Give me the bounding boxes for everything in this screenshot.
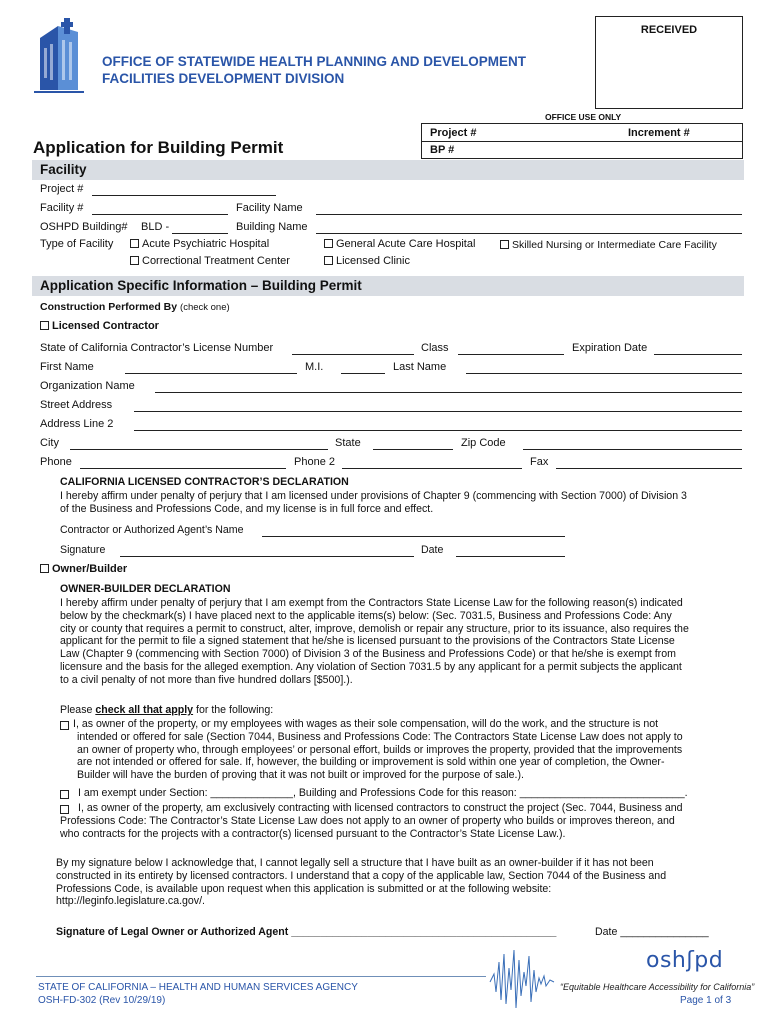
checkbox[interactable] (40, 321, 49, 330)
footer-waveform-graphic (488, 942, 558, 1012)
license-number-input[interactable] (292, 354, 414, 355)
checkbox[interactable] (130, 256, 139, 265)
contractor-declaration-line2: of the Business and Professions Code, and my license is in full force and effect. (60, 503, 434, 515)
first-name-input[interactable] (125, 373, 297, 374)
owner-builder-declaration-title: OWNER-BUILDER DECLARATION (60, 583, 231, 595)
address-line2-label: Address Line 2 (40, 418, 114, 430)
expiration-date-input[interactable] (654, 354, 742, 355)
building-number-prefix: BLD - (141, 221, 170, 233)
app-info-section-bar (32, 276, 744, 296)
contractor-declaration-line1: I hereby affirm under penalty of perjury that I am licensed under provisions of Chapter 9 (commencing with Section 7000) of Division 3 (60, 490, 687, 502)
org-name-input[interactable] (155, 392, 742, 393)
contractor-date-label: Date (421, 544, 444, 556)
facility-section-bar (32, 160, 744, 180)
building-number-input[interactable] (172, 233, 228, 234)
mi-input[interactable] (341, 373, 385, 374)
footer-oshpd-logo: oshʃpd (646, 948, 724, 973)
contractor-date-input[interactable] (456, 556, 565, 557)
org-name-label: Organization Name (40, 380, 135, 392)
owner-option2-checkbox[interactable] (60, 789, 72, 801)
state-input[interactable] (373, 449, 453, 450)
type-correctional[interactable]: Correctional Treatment Center (130, 255, 290, 267)
contractor-signature-input[interactable] (120, 556, 414, 557)
city-label: City (40, 437, 59, 449)
legal-owner-date-label: Date _______________ (595, 926, 709, 938)
contractor-declaration-title: CALIFORNIA LICENSED CONTRACTOR’S DECLARATION (60, 476, 349, 488)
footer-tagline: “Equitable Healthcare Accessibility for California” (560, 982, 755, 992)
agent-name-label: Contractor or Authorized Agent’s Name (60, 524, 244, 536)
agent-name-input[interactable] (262, 536, 565, 537)
facility-number-label: Facility # (40, 202, 84, 214)
owner-acknowledgement: By my signature below I acknowledge that, I cannot legally sell a structure that I have built as an owner-builder if it has not been constructed in its entirety by licensed contractors. I understand that a copy of the applicable law, Section 7044 of the Business and Professions Code, is available upon request when this application is submitted or at the following website: http://leginfo.legislature.ca.gov/. (56, 857, 667, 908)
first-name-label: First Name (40, 361, 94, 373)
class-label: Class (421, 342, 449, 354)
street-address-input[interactable] (134, 411, 742, 412)
street-address-label: Street Address (40, 399, 113, 411)
licensed-contractor-option[interactable]: Licensed Contractor (40, 320, 159, 332)
phone-input[interactable] (80, 468, 286, 469)
type-licensed-clinic[interactable]: Licensed Clinic (324, 255, 410, 267)
bp-number-label: BP # (430, 144, 455, 156)
phone-label: Phone (40, 456, 72, 468)
footer-form-id: OSH-FD-302 (Rev 10/29/19) (38, 995, 166, 1006)
facility-name-input[interactable] (316, 214, 742, 215)
state-label: State (335, 437, 361, 449)
footer-agency: STATE OF CALIFORNIA – HEALTH AND HUMAN SERVICES AGENCY (38, 982, 358, 993)
class-input[interactable] (458, 354, 564, 355)
contractor-signature-label: Signature (60, 544, 106, 556)
zip-code-input[interactable] (523, 449, 742, 450)
facility-section-title: Facility (40, 162, 87, 177)
project-label: Project # (40, 183, 84, 195)
checkbox[interactable] (130, 239, 139, 248)
checkbox[interactable] (324, 256, 333, 265)
building-name-label: Building Name (236, 221, 308, 233)
mi-label: M.I. (305, 361, 324, 373)
received-stamp-box (595, 16, 743, 109)
license-number-label: State of California Contractor’s License Number (40, 342, 274, 354)
type-skilled-nursing[interactable]: Skilled Nursing or Intermediate Care Facility (500, 239, 717, 251)
agency-name-line2: FACILITIES DEVELOPMENT DIVISION (102, 71, 345, 86)
type-general-acute[interactable]: General Acute Care Hospital (324, 238, 475, 250)
zip-code-label: Zip Code (461, 437, 506, 449)
check-all-instruction: Please check all that apply for the following: (60, 704, 274, 716)
facility-number-input[interactable] (92, 214, 228, 215)
owner-option1-checkbox[interactable] (60, 720, 72, 732)
fax-label: Fax (530, 456, 549, 468)
type-of-facility-label: Type of Facility (40, 238, 114, 250)
construction-performed-by: Construction Performed By (check one) (40, 301, 230, 313)
phone2-input[interactable] (342, 468, 522, 469)
building-name-input[interactable] (316, 233, 742, 234)
received-label: RECEIVED (640, 24, 698, 36)
expiration-date-label: Expiration Date (572, 342, 648, 354)
last-name-input[interactable] (466, 373, 742, 374)
owner-option1-text: I, as owner of the property, or my employees with wages as their sole compensation, will do the work, and the structure is not intended or offered for sale (Section 7044, Business and Professions Code: The Contractors State License Law does not apply to an owner of property who, through employees’ or personal effort, builds or improves the property, provided that the improvements are not intended or offered for sale. If, however, the building or improvement is sold within one year of completion, the Owner- Builder will have the burden of proving that it was not built or improved for the purpose of sale.). (73, 718, 683, 782)
building-number-label: OSHPD Building# (40, 221, 128, 233)
owner-option3-text: I, as owner of the property, am exclusively contracting with licensed contractors to construct the project (Sec. 7044, Business and Professions Code: The Contractor’s State License Law does not apply to an owner of property who builds or improves thereon, and who contracts for the projects with a contractor(s) licensed pursuant to the Contractor’s State License Law.). (60, 802, 683, 840)
project-number-label: Project # (430, 127, 477, 139)
checkbox[interactable] (324, 239, 333, 248)
city-input[interactable] (70, 449, 328, 450)
fax-input[interactable] (556, 468, 742, 469)
checkbox[interactable] (40, 564, 49, 573)
owner-declaration-paragraph: I hereby affirm under penalty of perjury that I am exempt from the Contractors State License Law for the following reason(s) indicated below by the checkmark(s) I have placed next to the applicable items(s) below: (Sec. 7031.5, Business and Professions Code: Any city or county that requires a permit to construct, alter, improve, demolish or repair any structure, prior to its issuance, also requires the applicant for the permit to file a signed statement that he/she is licensed pursuant to the provisions of the Contractors State License Law (Chapter 9 (commencing with Section 7000) of Division 3 of the Business and Professions Code) or that he/she is exempt from licensure and the basis for the alleged exemption. Any violation of Section 7031.5 by any applicant for a permit subjects the applicant to a civil penalty of not more than five hundred dollars [$500].). (60, 597, 689, 686)
owner-builder-option[interactable]: Owner/Builder (40, 563, 127, 575)
oshpd-building-logo (34, 18, 84, 96)
address-line2-input[interactable] (134, 430, 742, 431)
footer-page-number: Page 1 of 3 (680, 995, 732, 1006)
footer-rule (36, 976, 486, 977)
app-info-section-title: Application Specific Information – Building Permit (40, 278, 362, 293)
form-title: Application for Building Permit (33, 138, 284, 157)
increment-number-label: Increment # (628, 127, 690, 139)
owner-option2-text: I am exempt under Section: ______________, Building and Professions Code for this reason: ____________________________. (78, 787, 688, 799)
last-name-label: Last Name (393, 361, 447, 373)
office-use-only-label: OFFICE USE ONLY (545, 112, 622, 122)
legal-owner-signature-label: Signature of Legal Owner or Authorized Agent _____________________________________________ (56, 926, 557, 938)
checkbox[interactable] (500, 240, 509, 249)
facility-name-label: Facility Name (236, 202, 303, 214)
office-use-box (421, 123, 743, 159)
type-acute-psychiatric[interactable]: Acute Psychiatric Hospital (130, 238, 269, 250)
project-input[interactable] (92, 195, 276, 196)
phone2-label: Phone 2 (294, 456, 335, 468)
agency-name-line1: OFFICE OF STATEWIDE HEALTH PLANNING AND DEVELOPMENT (102, 54, 526, 69)
